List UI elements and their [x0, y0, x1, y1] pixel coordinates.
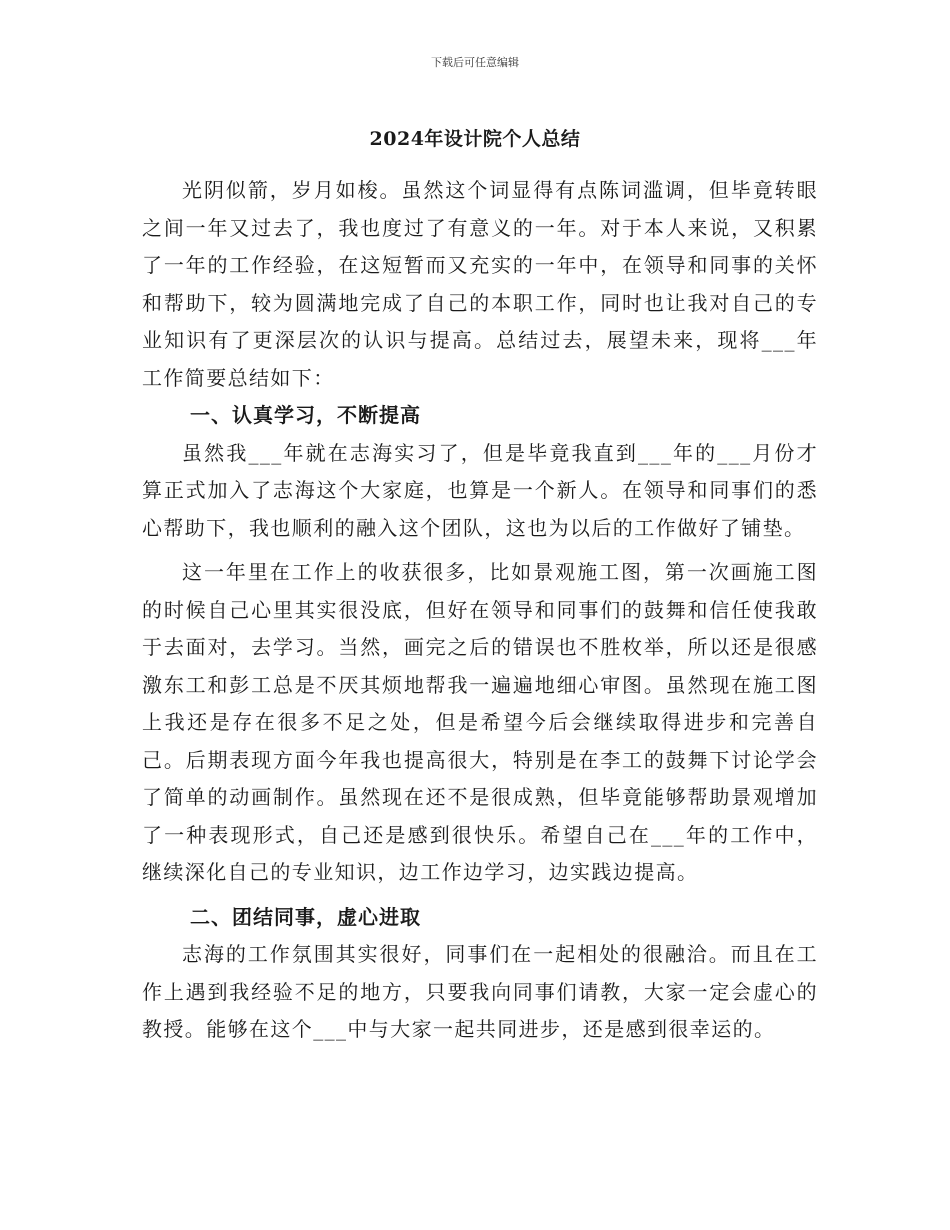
document-title: 2024年设计院个人总结	[369, 128, 581, 150]
team-paragraph: 志海的工作氛围其实很好，同事们在一起相处的很融洽。而且在工作上遇到我经验不足的地方，只要我向同事们请教，大家一定会虚心的教授。能够在这个___中与大家一起共同进步，还是感到很幸运的。	[142, 942, 818, 1041]
document-body	[142, 172, 818, 1049]
study-paragraph-2: 这一年里在工作上的收获很多，比如景观施工图，第一次画施工图的时候自己心里其实很没底，但好在领导和同事们的鼓舞和信任使我敢于去面对，去学习。当然，画完之后的错误也不胜枚举，所以还是很感激东工和彭工总是不厌其烦地帮我一遍遍地细心审图。虽然现在施工图上我还是存在很多不足之处，但是希望今后会继续取得进步和完善自己。后期表现方面今年我也提高很大，特别是在李工的鼓舞下讨论学会了简单的动画制作。虽然现在还不是很成熟，但毕竟能够帮助景观增加了一种表现形式，自己还是感到很快乐。希望自己在___年的工作中，继续深化自己的专业知识，边工作边学习，边实践边提高。	[142, 560, 818, 884]
page-header-note: 下载后可任意编辑	[431, 56, 519, 69]
section-heading-study: 一、认真学习，不断提高	[190, 403, 421, 427]
study-paragraph-1: 虽然我___年就在志海实习了，但是毕竟我直到___年的___月份才算正式加入了志海这个大家庭，也算是一个新人。在领导和同事们的悉心帮助下，我也顺利的融入这个团队，这也为以后的工作做好了铺垫。	[142, 440, 818, 540]
section-heading-team: 二、团结同事，虚心进取	[190, 904, 421, 929]
intro-paragraph: 光阴似箭，岁月如梭。虽然这个词显得有点陈词滥调，但毕竟转眼之间一年又过去了，我也度过了有意义的一年。对于本人来说，又积累了一年的工作经验，在这短暂而又充实的一年中，在领导和同事的关怀和帮助下，较为圆满地完成了自己的本职工作，同时也让我对自己的专业知识有了更深层次的认识与提高。总结过去，展望未来，现将___年工作简要总结如下：	[142, 178, 818, 390]
